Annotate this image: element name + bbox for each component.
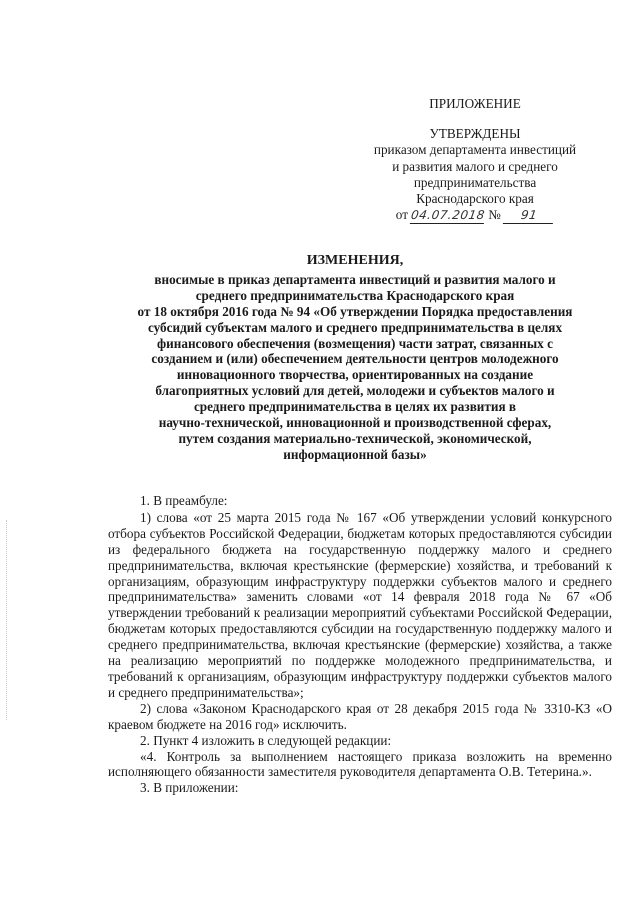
approval-line: предпринимательства [413, 174, 537, 190]
title-line: вносимые в приказ департамента инвестиций и развития малого и [154, 271, 556, 287]
number-prefix: № [488, 207, 501, 223]
approval-line: Краснодарского края [416, 191, 534, 207]
approved-label: УТВЕРЖДЕНЫ [429, 126, 521, 142]
title-main: ИЗМЕНЕНИЯ, [306, 253, 404, 268]
title-line: путем создания материально-технической, экономической, [178, 430, 532, 446]
body-paragraph: 2. Пункт 4 изложить в следующей редакции: [140, 732, 392, 748]
document-body [108, 493, 612, 796]
title-line: благоприятных условий для детей, молодежи и субъектов малого и [155, 383, 555, 399]
body-paragraph: 2) слова «Законом Краснодарского края от 28 декабря 2015 года № 3310-КЗ «О краевом бюджете на 2016 год» исключить. [108, 700, 612, 732]
title-line: от 18 октября 2016 года № 94 «Об утверждении Порядка предоставления [137, 303, 573, 319]
title-line: финансового обеспечения (возмещения) части затрат, связанных с [157, 335, 553, 351]
approval-line: приказом департамента инвестиций [373, 142, 577, 158]
title-line: инновационного творчества, ориентированных на создание [176, 367, 534, 383]
order-date-number-line [340, 207, 610, 224]
date-prefix: от [395, 207, 408, 223]
title-line: информационной базы» [283, 446, 427, 462]
handwritten-number: 91 [503, 207, 555, 224]
title-line: субсидий субъектам малого и среднего предпринимательства в целях [147, 319, 563, 335]
body-paragraph: «4. Контроль за выполнением настоящего приказа возложить на временно исполняющего обязанности заместителя руководителя департамента О.В. Тетерина.». [108, 748, 612, 780]
appendix-heading: ПРИЛОЖЕНИЕ [429, 96, 521, 111]
scan-margin-artifact [6, 520, 11, 720]
body-paragraph: 3. В приложении: [140, 780, 239, 796]
approval-line: и развития малого и среднего [392, 158, 558, 174]
title-line: научно-технической, инновационной и производственной сферах, [158, 415, 552, 431]
body-paragraph: 1) слова «от 25 марта 2015 года № 167 «Об утверждении условий конкурсного отбора субъектов Российской Федерации, бюджетам которых предоставляются субсидии из федерального бюджета на государственную поддержку малого и среднего предпринимательства, включая крестьянские (фермерские) хозяйства, и требований к организациям, образующим инфраструктуру поддержки субъектов малого и среднего предпринимательства» заменить словами «от 14 февраля 2018 года № 67 «Об утверждении требований к реализации мероприятий субъектами Российской Федерации, бюджетам которых предоставляются субсидии на государственную поддержку малого и среднего предпринимательства, включая крестьянские (фермерские) хозяйства, а также на реализацию мероприятий по поддержке молодежного предпринимательства, и требований к организациям, образующим инфраструктуру поддержки субъектов малого и среднего предпринимательства»; [108, 509, 612, 700]
title-line: среднего предпринимательства Краснодарского края [195, 287, 515, 303]
title-line: среднего предпринимательства в целях их развития в [193, 399, 517, 415]
document-title [100, 253, 610, 463]
title-line: созданием и (или) обеспечением деятельности центров молодежного [151, 351, 559, 367]
body-paragraph: 1. В преамбуле: [140, 493, 228, 508]
handwritten-date: 04.07.2018 [410, 207, 486, 224]
appendix-approval-block [340, 96, 610, 224]
